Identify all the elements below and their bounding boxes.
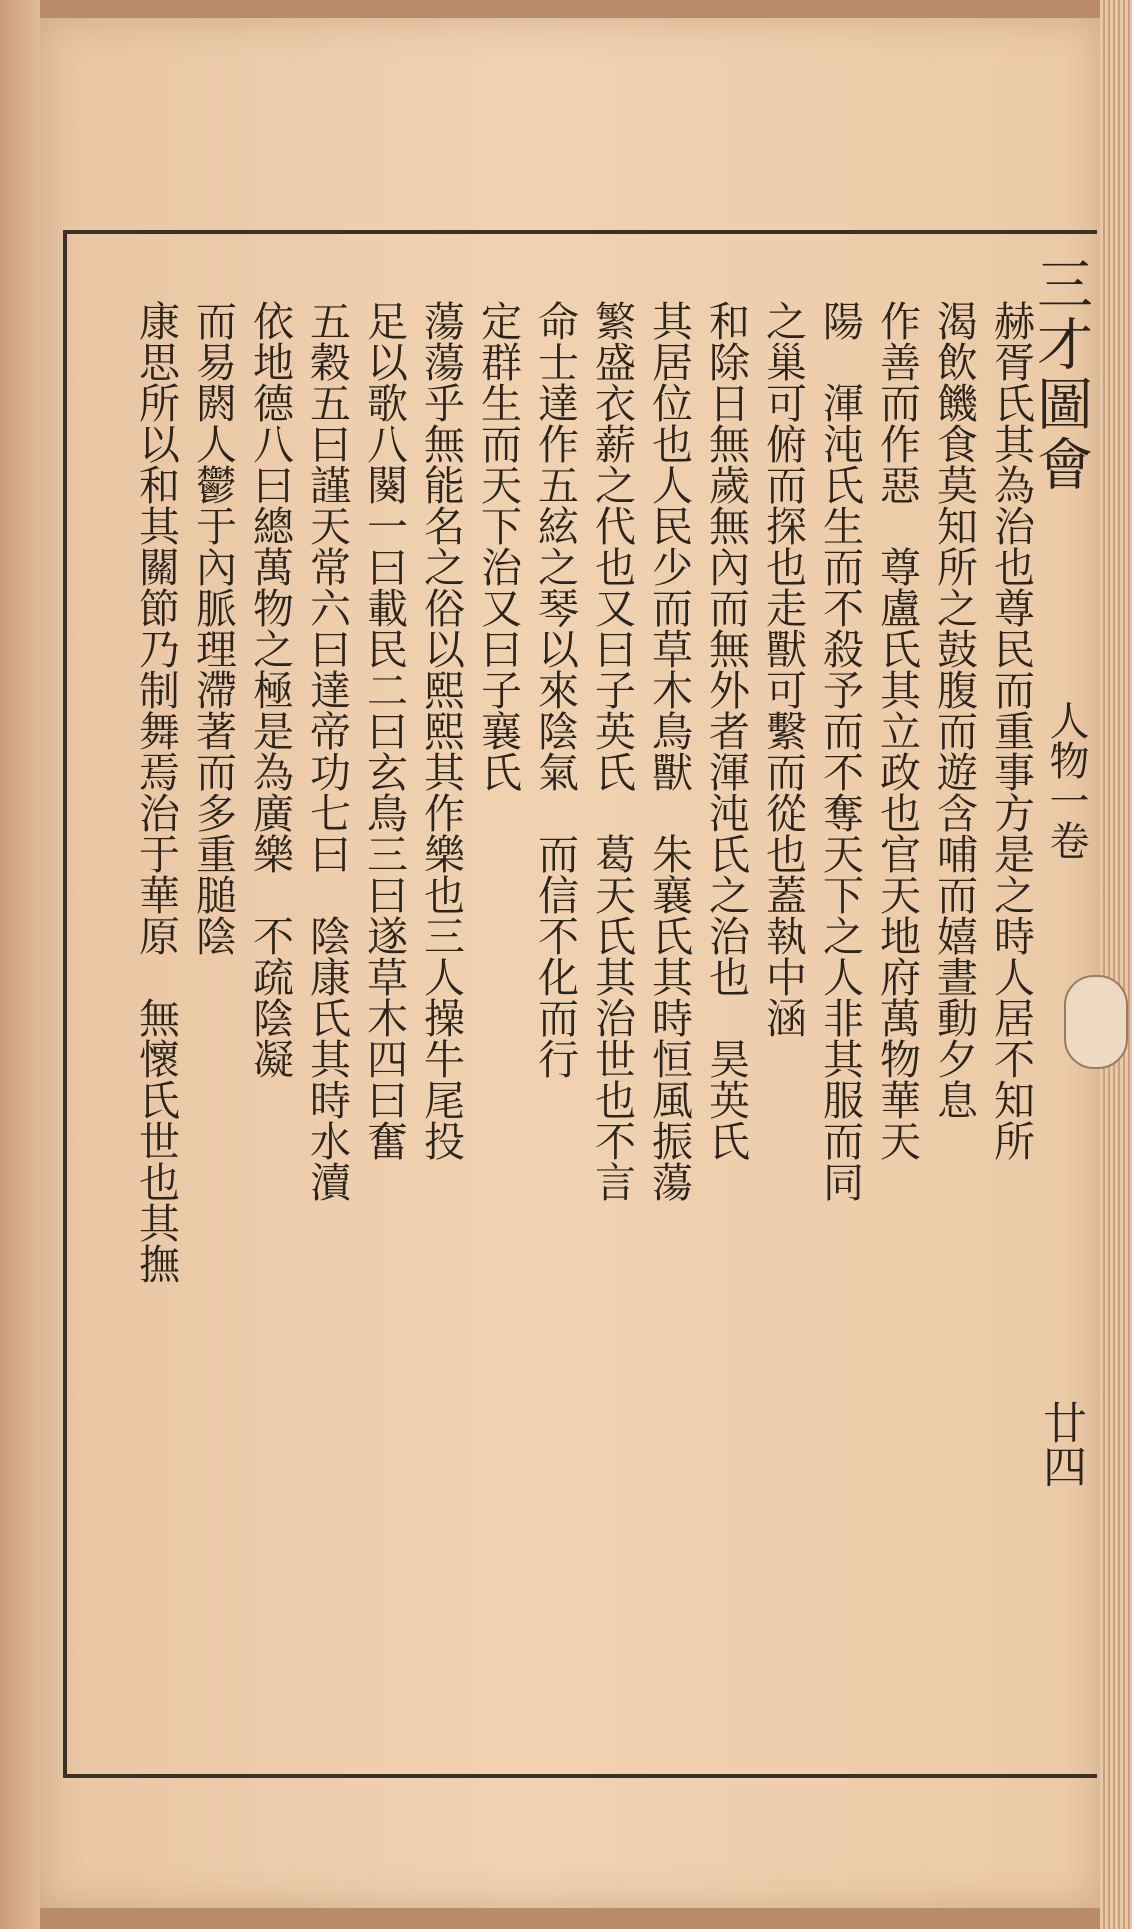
text-column-5: 之巢可俯而探也走獸可繫而從也蓋執中涵 [759, 300, 807, 1038]
page-edge-stack [1100, 0, 1132, 1929]
book-left-strip [0, 0, 40, 1929]
text-column-14: 依地德八曰總萬物之極是為廣樂 不疏陰凝 [246, 300, 294, 1079]
text-column-1: 赫胥氏其為治也尊民而重事方是之時人居不知所 [987, 300, 1035, 1161]
text-column-16: 康思所以和其關節乃制舞焉治于華原 無懷氏世也其撫 [132, 300, 180, 1284]
bookmark-tab [1064, 975, 1128, 1069]
side-title: 三才圖會 [1028, 255, 1093, 495]
text-column-11: 蕩蕩乎無能名之俗以熙熙其作樂也三人操牛尾投 [417, 300, 465, 1161]
text-column-12: 足以歌八闋一曰載民二曰玄鳥三曰遂草木四曰奮 [360, 300, 408, 1161]
text-column-15: 而易閼人鬱于內脈理滯著而多重膇陰 [189, 300, 237, 956]
text-column-8: 繁盛衣薪之代也又曰子英氏 葛天氏其治世也不言 [588, 300, 636, 1202]
text-column-6: 和除日無歲無內而無外者渾沌氏之治也 昊英氏 [702, 300, 750, 1161]
text-column-2: 渴飲饑食莫知所之鼓腹而遊含哺而嬉晝動夕息 [930, 300, 978, 1120]
text-column-4: 陽 渾沌氏生而不殺予而不奪天下之人非其服而同 [816, 300, 864, 1202]
section-label: 人物一卷 [1043, 700, 1089, 860]
text-column-7: 其居位也人民少而草木鳥獸 朱襄氏其時恒風振蕩 [645, 300, 693, 1202]
text-column-3: 作善而作惡 尊盧氏其立政也官天地府萬物華天 [873, 300, 921, 1161]
page-number: 廿四 [1035, 1400, 1086, 1488]
text-column-9: 命士達作五絃之琴以來陰氣 而信不化而行 [531, 300, 579, 1079]
text-column-13: 五穀五曰謹天常六曰達帝功七曰 陰康氏其時水瀆 [303, 300, 351, 1202]
text-column-10: 定群生而天下治又曰子襄氏 [474, 300, 522, 792]
